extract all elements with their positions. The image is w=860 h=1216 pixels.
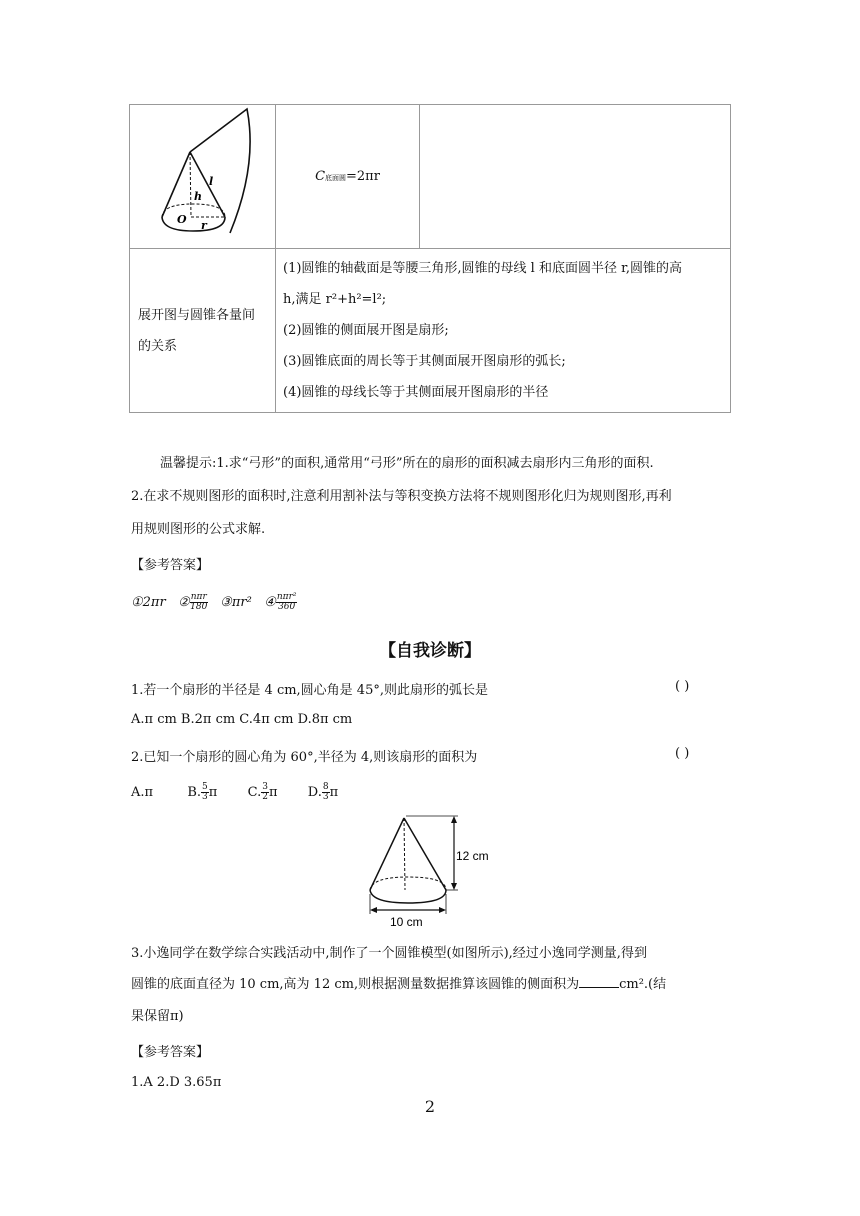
prop-line: (3)圆锥底面的周长等于其侧面展开图扇形的弧长; <box>283 354 566 369</box>
section-title: 【自我诊断】 <box>379 641 481 661</box>
question-2-options: A.π B. $\frac{5}{3}$ π C. $\frac{3}{2}$ π D. $\frac{8}{3}$ π <box>131 782 339 802</box>
option-d-fraction: $\frac{8}{3}$ <box>322 782 329 802</box>
tip-line-3: 用规则图形的公式求解. <box>131 522 266 537</box>
question-1-options: A.π cm B.2π cm C.4π cm D.8π cm <box>131 712 353 727</box>
question-1-paren: ( ) <box>675 679 690 694</box>
label-l: l <box>209 175 214 188</box>
answer-2-prefix: ② <box>178 595 190 610</box>
option-d: D. <box>307 785 322 800</box>
relation-header: 展开图与圆锥各量间的关系 <box>138 307 256 354</box>
ref-answer-title-2: 【参考答案】 <box>131 1045 210 1060</box>
option-b-fraction: $\frac{5}{3}$ <box>202 782 208 802</box>
ref-answer-title: 【参考答案】 <box>131 558 210 573</box>
cone-figure-cell <box>130 105 276 249</box>
answer-1: ①2πr <box>131 595 166 610</box>
answer-3: ③πr² <box>220 595 252 610</box>
question-1: 1.若一个扇形的半径是 4 cm,圆心角是 45°,则此扇形的弧长是 <box>131 683 488 698</box>
question-3-line-3: 果保留π) <box>131 1009 184 1024</box>
question-2: 2.已知一个扇形的圆心角为 60°,半径为 4,则该扇形的面积为 <box>131 750 478 765</box>
relation-props-cell <box>276 249 731 413</box>
height-label: 12 cm <box>456 849 489 863</box>
label-o: O <box>177 213 187 226</box>
option-b: B. <box>187 785 202 800</box>
cone-development-figure <box>130 105 275 244</box>
question-2-paren: ( ) <box>675 746 690 761</box>
prop-line: (4)圆锥的母线长等于其侧面展开图扇形的半径 <box>283 385 549 400</box>
formula-rhs: =2πr <box>346 169 380 184</box>
question-3-line-1: 3.小逸同学在数学综合实践活动中,制作了一个圆锥模型(如图所示),经过小逸同学测量,得到 <box>131 946 647 961</box>
option-a: A.π <box>131 785 154 800</box>
prop-line: h,满足 r²+h²=l²; <box>283 292 387 307</box>
ref-answers-2: 1.A 2.D 3.65π <box>131 1075 222 1090</box>
label-r: r <box>201 219 207 232</box>
formula-sub: 底面圆 <box>325 174 347 182</box>
formula-c: C <box>315 169 326 184</box>
cone-table <box>129 104 731 413</box>
relation-header-cell <box>130 249 276 413</box>
page-number: 2 <box>424 1097 436 1116</box>
label-h: h <box>194 190 202 203</box>
question-3-line-2: 圆锥的底面直径为 10 cm,高为 12 cm,则根据测量数据推算该圆锥的侧面积为 cm².(结 <box>131 977 667 992</box>
tip-line-2: 2.在求不规则图形的面积时,注意利用割补法与等积变换方法将不规则图形化归为规则图形,再利 <box>131 489 672 504</box>
prop-line: (1)圆锥的轴截面是等腰三角形,圆锥的母线 l 和底面圆半径 r,圆锥的高 <box>283 261 683 276</box>
cone-model-figure <box>360 810 510 932</box>
tip-line-1: 温馨提示:1.求“弓形”的面积,通常用“弓形”所在的扇形的面积减去扇形内三角形的面积. <box>160 456 654 471</box>
empty-cell <box>420 105 731 249</box>
ref-answer-formulas <box>131 593 297 612</box>
option-c-fraction: $\frac{3}{2}$ <box>262 782 268 802</box>
formula-cell <box>276 105 420 249</box>
answer-2-fraction: $\frac{\text{nπr}}{180}$ <box>190 592 208 612</box>
answer-blank <box>579 975 619 988</box>
answer-4-fraction: $\frac{\text{nπr²}}{360}$ <box>276 592 297 612</box>
option-c: C. <box>247 785 262 800</box>
prop-line: (2)圆锥的侧面展开图是扇形; <box>283 323 449 338</box>
width-label: 10 cm <box>390 915 423 929</box>
answer-4-prefix: ④ <box>264 595 276 610</box>
